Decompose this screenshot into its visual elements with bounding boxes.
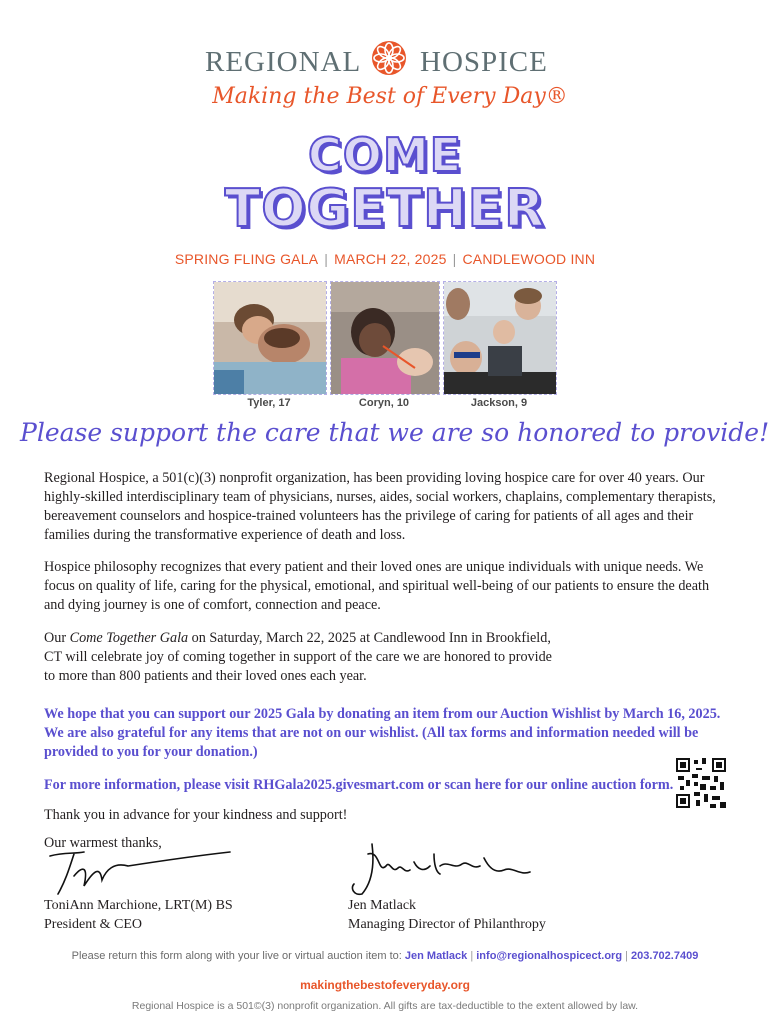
- event-venue: CANDLEWOOD INN: [462, 251, 596, 267]
- gala-text: on Saturday, March 22, 2025 at Candlewood Inn in Brookfield, CT will celebrate joy of coming together in support of the care we are honored to provide to more than 800 patients and their loved ones each year.: [44, 630, 552, 684]
- paragraph-philosophy: Hospice philosophy recognizes that every patient and their loved ones are unique individuals with unique needs. We focus on quality of life, caring for the physical, emotional, and spiritual well-being of our patients to ensure the death and dying journey is one of comfort, connection and peace.: [44, 559, 710, 613]
- gala-text: Our: [44, 630, 70, 646]
- photo-caption: Tyler, 17: [247, 397, 291, 409]
- return-contact: Jen Matlack: [404, 950, 468, 962]
- signer-name: Jen Matlack: [348, 898, 417, 913]
- event-line: [0, 251, 770, 267]
- paragraph-more-info: For more information, please visit RHGala2025.givesmart.com or scan here for our online auction form.: [44, 777, 674, 793]
- gala-name: Come Together Gala: [69, 630, 189, 646]
- signer-name: ToniAnn Marchione, LRT(M) BS: [44, 898, 233, 913]
- photo-caption: Jackson, 9: [470, 397, 528, 409]
- signer-matlack: [348, 896, 546, 934]
- paragraph-donation-request: We hope that you can support our 2025 Gala by donating an item from our Auction Wishlist by March 16, 2025. We are also grateful for any items that are not on our wishlist. (All tax forms and information needed will be provided to you for your donation.): [44, 706, 721, 760]
- paragraph-mission: Regional Hospice, a 501(c)(3) nonprofit organization, has been providing loving hospice care for over 40 years. Our highly-skilled interdisciplinary team of physicians, nurses, aides, social workers, chaplains, complementary therapists, bereavement counselors and hospice-trained volunteers has the privilege of caring for patients of all ages and their families during the transformative experience of death and loss.: [44, 470, 716, 543]
- appeal-heading: Please support the care that we are so honored to provide!: [20, 418, 770, 447]
- return-instructions: Please return this form along with your live or virtual auction item to:: [71, 950, 402, 962]
- brand-tagline: Making the Best of Every Day®: [212, 84, 568, 109]
- brand-name-right: HOSPICE: [420, 46, 548, 78]
- qr-code[interactable]: [676, 758, 726, 808]
- brand-name-left: REGIONAL: [205, 46, 362, 78]
- headline-line-2: TOGETHER: [224, 179, 546, 239]
- event-date: MARCH 22, 2025: [334, 251, 447, 267]
- signer-title: President & CEO: [44, 917, 142, 932]
- separator: |: [452, 251, 457, 267]
- paragraph-gala: [44, 629, 564, 686]
- signer-marchione: [44, 896, 233, 934]
- closing-line: Our warmest thanks,: [44, 835, 162, 851]
- photo-jackson: [443, 281, 557, 395]
- photo-tyler: [213, 281, 327, 395]
- separator: |: [324, 251, 329, 267]
- footer-disclaimer: Regional Hospice is a 501©(3) nonprofit organization. All gifts are tax-deductible to the extent allowed by law.: [131, 1000, 639, 1012]
- email-link[interactable]: info@regionalhospicect.org: [476, 950, 623, 962]
- photo-caption: Coryn, 10: [358, 397, 410, 409]
- signature-marchione: [44, 846, 234, 898]
- website-link[interactable]: makingthebestofeveryday.org: [300, 978, 470, 992]
- signer-title: Managing Director of Philanthropy: [348, 917, 546, 932]
- paragraph-thanks: Thank you in advance for your kindness and support!: [44, 807, 348, 823]
- footer-return-line: Please return this form along with your live or virtual auction item to: Jen Matlack | info@regionalhospicect.org | 203.702.7409: [71, 950, 699, 962]
- orange-flower-logo-icon: [371, 40, 407, 76]
- phone-number[interactable]: 203.702.7409: [631, 950, 699, 962]
- headline-line-1: COME: [307, 128, 463, 182]
- brand-header: [0, 40, 770, 84]
- event-name: SPRING FLING GALA: [174, 251, 319, 267]
- photo-coryn: [330, 281, 440, 395]
- signature-matlack: [344, 840, 534, 900]
